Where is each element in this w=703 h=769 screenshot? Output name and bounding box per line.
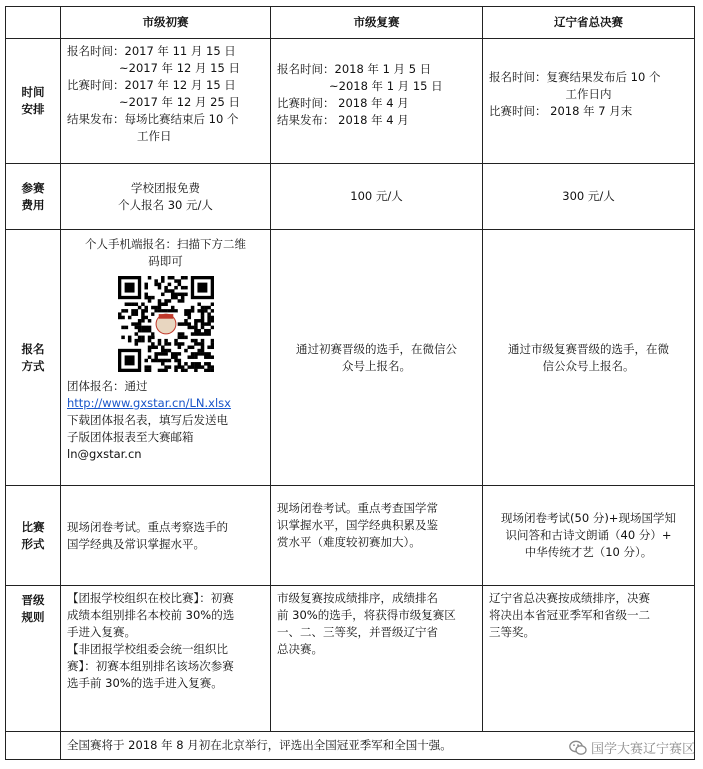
format-row — [6, 486, 695, 586]
register-semi: 通过初赛晋级的选手，在微信公 众号上报名。 — [271, 230, 483, 486]
advance-prelim: 【团报学校组织在校比赛】：初赛 成绩本组别排名本校前 30%的选 手进入复赛。 【非团报学校组委会统一组织比 赛】：初赛本组别排名该场次参赛 选手前 30%的选手进入复赛。 — [61, 586, 271, 732]
format-semi: 现场闭卷考试。重点考查国学常 识掌握水平，国学经典积累及鉴 赏水平（难度较初赛加大）。 — [271, 486, 483, 586]
header-semi: 市级复赛 — [271, 7, 483, 39]
schedule-semi: 报名时间： 2018 年 1 月 5 日 ~2018 年 1 月 15 日 比赛时间： 2018 年 4 月 结果发布： 2018 年 4 月 — [271, 39, 483, 164]
register-prelim: 个人手机端报名：扫描下方二维 码即可 团体报名：通过 http://www.gxstar.cn/LN.xlsx 下载团体报名表，填写后发送电 子版团体报表至大赛邮箱 ln@gxstar.cn — [61, 230, 271, 486]
row-label-advance: 晋级 规则 — [6, 586, 61, 732]
national-empty-cell — [6, 732, 61, 760]
competition-table — [5, 6, 695, 760]
format-prelim: 现场闭卷考试。重点考察选手的 国学经典及常识掌握水平。 — [61, 486, 271, 586]
fee-final: 300 元/人 — [483, 164, 695, 230]
qr-code-icon[interactable] — [118, 276, 214, 372]
row-label-schedule: 时间 安排 — [6, 39, 61, 164]
national-note: 全国赛将于 2018 年 8 月初在北京举行，评选出全国冠亚季军和全国十强。 — [61, 732, 695, 760]
watermark — [569, 738, 695, 757]
watermark-text: 国学大赛辽宁赛区 — [590, 742, 695, 757]
fee-row — [6, 164, 695, 230]
corner-cell — [6, 7, 61, 39]
wechat-icon — [569, 740, 587, 756]
advance-semi: 市级复赛按成绩排序，成绩排名 前 30%的选手，将获得市级复赛区 一、二、三等奖，并晋级辽宁省 总决赛。 — [271, 586, 483, 732]
register-final: 通过市级复赛晋级的选手，在微 信公众号上报名。 — [483, 230, 695, 486]
advance-row — [6, 586, 695, 732]
header-row — [6, 7, 695, 39]
header-prelim: 市级初赛 — [61, 7, 271, 39]
schedule-final: 报名时间： 复赛结果发布后 10 个 工作日内 比赛时间： 2018 年 7 月末 — [483, 39, 695, 164]
header-final: 辽宁省总决赛 — [483, 7, 695, 39]
advance-final: 辽宁省总决赛按成绩排序，决赛 将决出本省冠亚季军和省级一二 三等奖。 — [483, 586, 695, 732]
fee-prelim: 学校团报免费 个人报名 30 元/人 — [61, 164, 271, 230]
row-label-format: 比赛 形式 — [6, 486, 61, 586]
schedule-row — [6, 39, 695, 164]
row-label-register: 报名 方式 — [6, 230, 61, 486]
format-final: 现场闭卷考试(50 分)+现场国学知 识问答和古诗文朗诵（40 分）+ 中华传统才艺（10 分）。 — [483, 486, 695, 586]
contest-email: ln@gxstar.cn — [67, 447, 142, 461]
registration-form-link[interactable]: http://www.gxstar.cn/LN.xlsx — [67, 396, 231, 410]
fee-semi: 100 元/人 — [271, 164, 483, 230]
schedule-prelim: 报名时间： 2017 年 11 月 15 日 ~2017 年 12 月 15 日 比赛时间： 2017 年 12 月 15 日 ~2017 年 12 月 25 日 结果发布： 每场比赛结束后 10 个 工作日 — [61, 39, 271, 164]
row-label-fee: 参赛 费用 — [6, 164, 61, 230]
register-row — [6, 230, 695, 486]
